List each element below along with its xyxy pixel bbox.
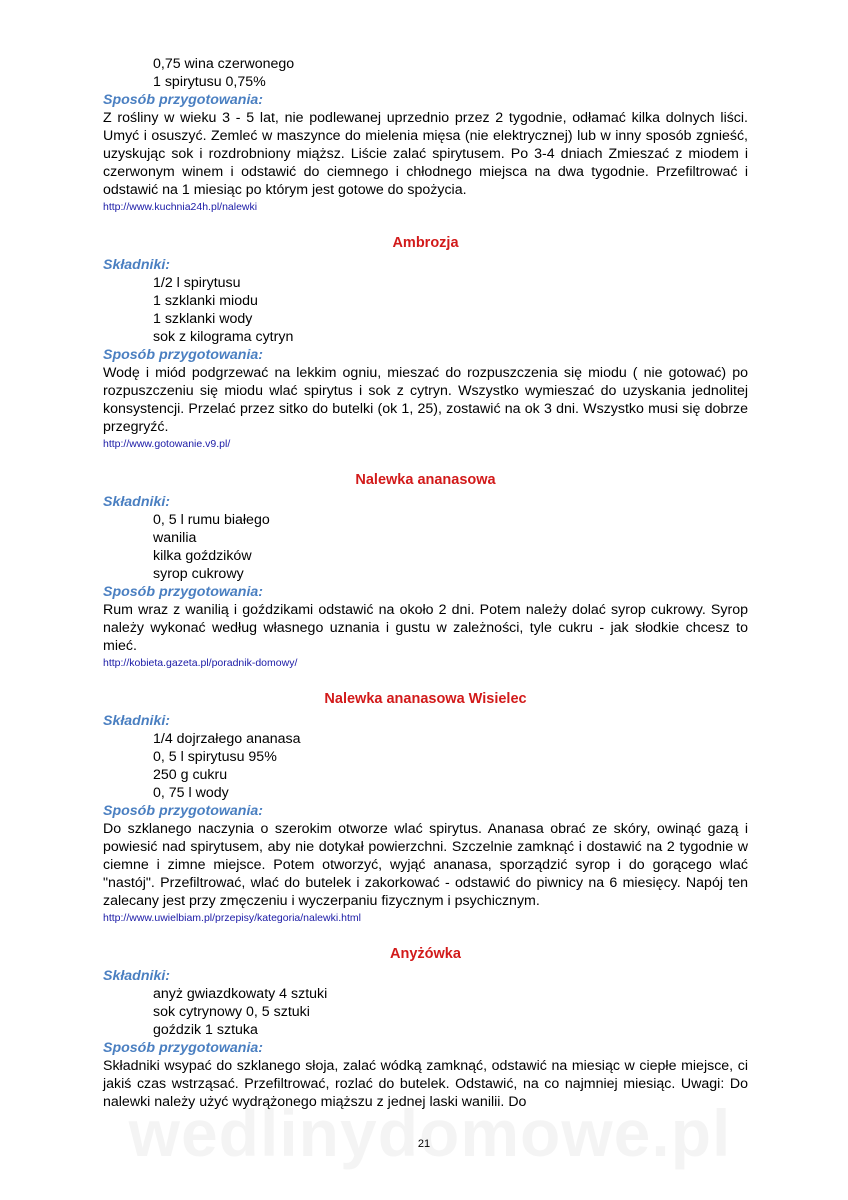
source-link[interactable]: http://kobieta.gazeta.pl/poradnik-domowy/: [103, 657, 298, 669]
recipe-title: Anyżówka: [390, 946, 461, 962]
ingredient-line: 0, 5 l spirytusu 95%: [153, 749, 277, 765]
method-text: Z rośliny w wieku 3 - 5 lat, nie podlewanej uprzednio przez 2 tygodnie, odłamać kilka dolnych liści. Umyć i osuszyć. Zemleć w maszynce do mielenia mięsa (nie elektrycznej) lub w inny sposób zgnieść, uzyskując sok i rozdrobniony miąższ. Liście zalać spirytusem. Po 3-4 dniach Zmieszać z miodem i czerwonym winem i odstawić do ciemnego i chłodnego miejsca na dwa tygodnie. Przefiltrować i odstawić na 1 miesiąc po którym jest gotowe do spożycia.: [103, 110, 748, 198]
method-label: Sposób przygotowania:: [103, 92, 264, 108]
ingredient-line: syrop cukrowy: [153, 566, 244, 582]
ingredient-line: sok cytrynowy 0, 5 sztuki: [153, 1004, 310, 1020]
ingredient-line: 0, 5 l rumu białego: [153, 512, 270, 528]
ingredient-line: sok z kilograma cytryn: [153, 329, 294, 345]
ingredient-line: 1 szklanki wody: [153, 311, 253, 327]
method-text: Składniki wsypać do szklanego słoja, zalać wódką zamknąć, odstawić na miesiąc w ciepłe miejsce, ci jakiś czas wstrząsać. Przefiltrować, rozlać do butelek. Odstawić, na co najmniej miesiąc. Uwagi: Do nalewki należy użyć wydrążonego miąższu z jednej laski wanilii. Do: [103, 1058, 748, 1110]
recipe-nalewka-ananasowa: [103, 471, 748, 670]
page-number: 21: [417, 1138, 431, 1150]
recipe-nalewka-ananasowa-wisielec: [103, 690, 748, 925]
ingredients-label: Składniki:: [103, 494, 171, 510]
ingredient-line: 0, 75 l wody: [153, 785, 229, 801]
ingredients-label: Składniki:: [103, 713, 171, 729]
method-text: Wodę i miód podgrzewać na lekkim ogniu, mieszać do rozpuszczenia się miodu ( nie gotować) po rozpuszczeniu się miodu wlać spirytus i sok z cytryn. Wszystko wymieszać do uzyskania jednolitej konsystencji. Przelać przez sitko do butelki (ok 1, 25), zostawić na ok 3 dni. Wszystko musi się dobrze przegryźć.: [103, 365, 748, 435]
method-label: Sposób przygotowania:: [103, 1040, 264, 1056]
ingredient-line: 250 g cukru: [153, 767, 228, 783]
ingredient-line: 1 szklanki miodu: [153, 293, 258, 309]
method-label: Sposób przygotowania:: [103, 584, 264, 600]
ingredient-line: 0,75 wina czerwonego: [153, 56, 295, 72]
document-page: [103, 55, 748, 1111]
recipe-title: Nalewka ananasowa: [355, 472, 496, 488]
recipe-ambrozja: [103, 234, 748, 451]
ingredient-line: anyż gwiazdkowaty 4 sztuki: [153, 986, 328, 1002]
recipe-title: Ambrozja: [392, 235, 459, 251]
method-label: Sposób przygotowania:: [103, 347, 264, 363]
method-text: Rum wraz z wanilią i goździkami odstawić na około 2 dni. Potem należy dolać syrop cukrowy. Syrop należy wykonać według własnego uznania i gustu w zależności, tyle cukru - jak słodkie chcesz to mieć.: [103, 602, 748, 654]
method-text: Do szklanego naczynia o szerokim otworze wlać spirytus. Ananasa obrać ze skóry, owinąć gazą i powiesić nad spirytusem, aby nie dotykał powierzchni. Szczelnie zamknąć i dostawić na 2 tygodnie w ciemne i zimne miejsce. Potem otworzyć, wyjąć ananasa, sporządzić syrop i do gorącego wlać "nastój". Przefiltrować, wlać do butelek i zakorkować - odstawić do piwnicy na 6 miesięcy. Napój ten zalecany jest przy zmęczeniu i wyczerpaniu fizycznym i psychicznym.: [103, 821, 748, 909]
source-link[interactable]: http://www.uwielbiam.pl/przepisy/kategoria/nalewki.html: [103, 912, 361, 924]
source-link[interactable]: http://www.gotowanie.v9.pl/: [103, 438, 231, 450]
ingredient-line: 1 spirytusu 0,75%: [153, 74, 266, 90]
ingredient-line: wanilia: [153, 530, 197, 546]
recipe-anyzowka: [103, 945, 748, 1111]
ingredients-label: Składniki:: [103, 968, 171, 984]
recipe-top-fragment: [103, 55, 748, 214]
ingredient-line: kilka goździków: [153, 548, 252, 564]
ingredient-line: goździk 1 sztuka: [153, 1022, 258, 1038]
source-link[interactable]: http://www.kuchnia24h.pl/nalewki: [103, 201, 258, 213]
method-label: Sposób przygotowania:: [103, 803, 264, 819]
ingredient-line: 1/4 dojrzałego ananasa: [153, 731, 301, 747]
ingredient-line: 1/2 l spirytusu: [153, 275, 241, 291]
recipe-title: Nalewka ananasowa Wisielec: [324, 691, 527, 707]
ingredients-label: Składniki:: [103, 257, 171, 273]
